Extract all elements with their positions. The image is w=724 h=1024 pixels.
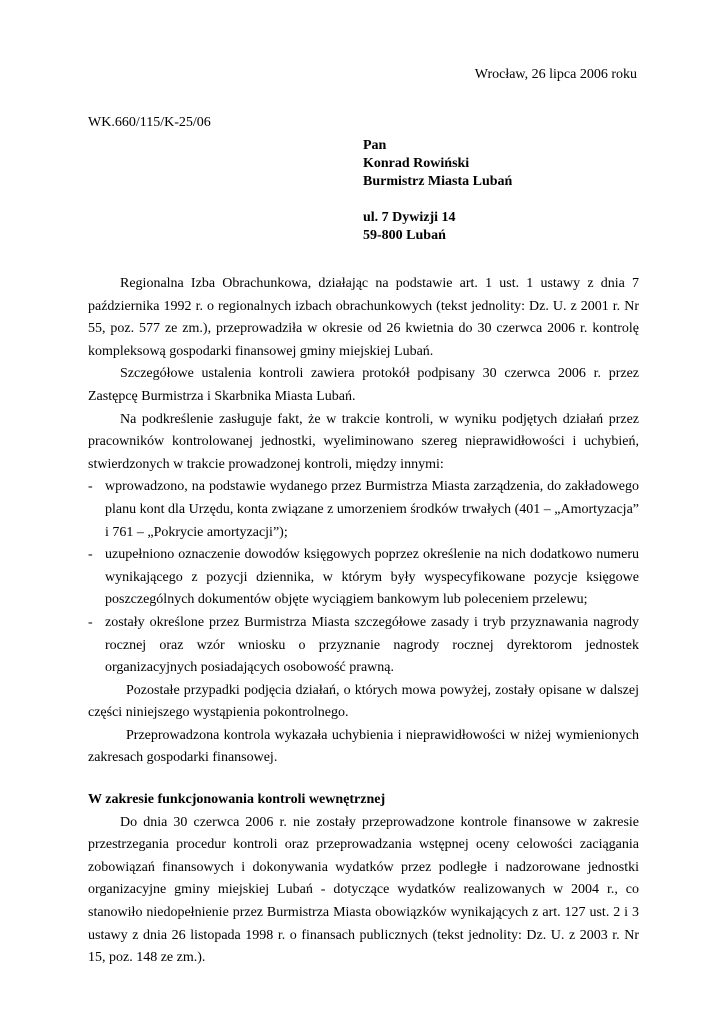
list-item: - wprowadzono, na podstawie wydanego przez Burmistrza Miasta zarządzenia, do zakładowego planu kont dla Urzędu, konta związane z umorzeniem środków trwałych (401 – „Amortyzacja” i 761 – „Pokrycie amortyzacji”); (88, 476, 639, 544)
addressee-city: 59-800 Lubań (363, 228, 446, 243)
paragraph-intro: Regionalna Izba Obrachunkowa, działając na podstawie art. 1 ust. 1 ustawy z dnia 7 października 1992 r. o regionalnych izbach obrachunkowych (tekst jednolity: Dz. U. z 2001 r. Nr 55, poz. 577 ze zm.), przeprowadziła w okresie od 26 kwietnia do 30 czerwca 2006 r. kontrolę kompleksową gospodarki finansowej gminy miejskiej Lubań. (88, 276, 639, 359)
paragraph-internal-control: Do dnia 30 czerwca 2006 r. nie zostały przeprowadzone kontrole finansowe w zakresie przestrzegania procedur kontroli oraz przeprowadzania wstępnej oceny celowości zaciągania zobowiązań finansowych i dokonywania wydatków przez podległe i nadzorowane jednostki organizacyjne gminy miejskiej Lubań - dotyczące wydatków realizowanych w 2004 r., co stanowiło niedopełnienie przez Burmistrza Miasta obowiązków wynikających z art. 127 ust. 2 i 3 ustawy z dnia 26 listopada 1998 r. o finansach publicznych (tekst jednolity: Dz. U. z 2003 r. Nr 15, poz. 148 ze zm.). (88, 814, 639, 966)
paragraph-summary: Przeprowadzona kontrola wykazała uchybienia i nieprawidłowości w niżej wymienionych zakresach gospodarki finansowej. (88, 727, 639, 766)
paragraph-findings-intro: Na podkreślenie zasługuje fakt, że w trakcie kontroli, w wyniku podjętych działań przez pracowników kontrolowanej jednostki, wyeliminowano szereg nieprawidłowości i uchybień, stwierdzonych w trakcie prowadzonej kontroli, między innymi: (88, 411, 639, 472)
addressee-name: Konrad Rowiński (363, 156, 470, 171)
findings-list (88, 476, 639, 679)
list-item: - zostały określone przez Burmistrza Miasta szczegółowe zasady i tryb przyznawania nagrody rocznej oraz wzór wniosku o przyznanie nagrody rocznej dyrektorom jednostek organizacyjnych posiadających osobowość prawną. (88, 612, 639, 680)
letter-date: Wrocław, 26 lipca 2006 roku (474, 67, 637, 82)
paragraph-protocol: Szczegółowe ustalenia kontroli zawiera protokół podpisany 30 czerwca 2006 r. przez Zastępcę Burmistrza i Skarbnika Miasta Lubań. (88, 366, 639, 404)
addressee-street: ul. 7 Dywizji 14 (363, 210, 456, 225)
reference-number: WK.660/115/K-25/06 (88, 115, 211, 130)
list-item: - uzupełniono oznaczenie dowodów księgowych poprzez określenie na nich dodatkowo numeru wynikającego z pozycji dziennika, w którym były wyspecyfikowane pozycje księgowe poszczególnych dokumentów objęte wyciągiem bankowym lub poleceniem przelewu; (88, 544, 639, 612)
section-heading: W zakresie funkcjonowania kontroli wewnętrznej (88, 792, 386, 808)
addressee-block (363, 137, 512, 245)
letter-body (88, 273, 639, 970)
paragraph-other-cases: Pozostałe przypadki podjęcia działań, o których mowa powyżej, zostały opisane w dalszej części niniejszego wystąpienia pokontrolnego. (88, 682, 639, 721)
addressee-salutation: Pan (363, 138, 387, 153)
addressee-title: Burmistrz Miasta Lubań (363, 174, 513, 189)
